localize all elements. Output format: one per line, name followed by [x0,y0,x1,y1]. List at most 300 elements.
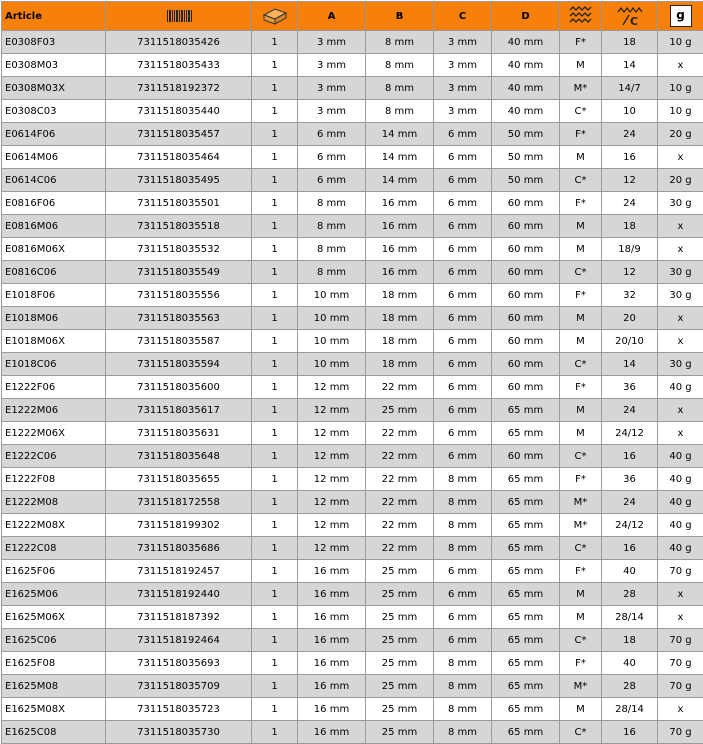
cell-a: 10 mm [298,307,366,330]
cell-weight: 70 g [658,652,703,675]
cell-weight: x [658,422,703,445]
cell-c: 6 mm [434,284,492,307]
cell-d: 65 mm [492,560,560,583]
svg-text:C: C [629,15,638,27]
cell-ean: 7311518035501 [106,192,252,215]
cell-d: 50 mm [492,146,560,169]
cell-article: E1625M06 [2,583,106,606]
cell-d: 60 mm [492,376,560,399]
cell-pitch: 28/14 [602,606,658,629]
cell-b: 22 mm [366,422,434,445]
cell-article: E1018M06 [2,307,106,330]
cell-d: 65 mm [492,698,560,721]
cell-b: 25 mm [366,629,434,652]
table-row[interactable] [2,399,703,422]
cell-weight: x [658,307,703,330]
cell-a: 12 mm [298,399,366,422]
cell-ean: 7311518035495 [106,169,252,192]
cell-weight: x [658,146,703,169]
cell-ean: 7311518035587 [106,330,252,353]
cell-pitch: 10 [602,100,658,123]
cell-ean: 7311518035426 [106,31,252,54]
cell-weight: 40 g [658,514,703,537]
cell-ean: 7311518035563 [106,307,252,330]
cell-ean: 7311518035730 [106,721,252,744]
cell-a: 10 mm [298,353,366,376]
cell-weight: 30 g [658,192,703,215]
cell-quantity: 1 [252,422,298,445]
cell-c: 8 mm [434,514,492,537]
cell-c: 6 mm [434,261,492,284]
cell-tooth-pattern: M* [560,675,602,698]
cell-tooth-pattern: M [560,606,602,629]
cell-ean: 7311518192464 [106,629,252,652]
cell-weight: 40 g [658,376,703,399]
cell-c: 3 mm [434,77,492,100]
cell-d: 60 mm [492,261,560,284]
table-row[interactable] [2,560,703,583]
cell-pitch: 18 [602,629,658,652]
cell-ean: 7311518172558 [106,491,252,514]
table-row[interactable] [2,123,703,146]
cell-quantity: 1 [252,192,298,215]
cell-quantity: 1 [252,261,298,284]
cell-a: 16 mm [298,698,366,721]
cell-b: 14 mm [366,169,434,192]
cell-quantity: 1 [252,307,298,330]
cell-b: 25 mm [366,606,434,629]
cell-c: 8 mm [434,698,492,721]
cell-article: E1222F06 [2,376,106,399]
cell-c: 3 mm [434,100,492,123]
table-row[interactable] [2,54,703,77]
cell-b: 18 mm [366,353,434,376]
cell-weight: x [658,330,703,353]
cell-a: 3 mm [298,31,366,54]
table-row[interactable] [2,261,703,284]
table-row[interactable] [2,422,703,445]
cell-pitch: 24/12 [602,422,658,445]
cell-pitch: 28 [602,583,658,606]
table-row[interactable] [2,629,703,652]
header-tooth-pattern[interactable] [560,2,602,31]
cell-a: 3 mm [298,54,366,77]
cell-pitch: 20 [602,307,658,330]
cell-weight: 30 g [658,353,703,376]
cell-c: 6 mm [434,123,492,146]
cell-ean: 7311518192372 [106,77,252,100]
table-row[interactable] [2,675,703,698]
table-row[interactable] [2,721,703,744]
cell-article: E0816F06 [2,192,106,215]
cell-article: E1625M08 [2,675,106,698]
cell-weight: x [658,238,703,261]
package-quantity-icon [261,6,289,26]
cell-quantity: 1 [252,100,298,123]
table-row[interactable] [2,146,703,169]
table-row[interactable] [2,606,703,629]
cell-c: 6 mm [434,192,492,215]
cell-c: 6 mm [434,215,492,238]
cell-article: E1625C06 [2,629,106,652]
cell-tooth-pattern: C* [560,629,602,652]
cell-tooth-pattern: F* [560,560,602,583]
cell-weight: x [658,215,703,238]
header-d[interactable]: D [492,2,560,31]
cell-quantity: 1 [252,146,298,169]
cell-ean: 7311518199302 [106,514,252,537]
cell-ean: 7311518187392 [106,606,252,629]
cell-ean: 7311518035648 [106,445,252,468]
cell-b: 22 mm [366,376,434,399]
cell-tooth-pattern: M* [560,491,602,514]
cell-weight: 70 g [658,629,703,652]
cell-c: 3 mm [434,54,492,77]
table-row[interactable] [2,330,703,353]
cell-tooth-pattern: M [560,307,602,330]
cell-d: 60 mm [492,353,560,376]
cell-d: 65 mm [492,675,560,698]
cell-b: 8 mm [366,31,434,54]
cell-tooth-pattern: M [560,54,602,77]
cell-weight: x [658,54,703,77]
cell-article: E0614M06 [2,146,106,169]
cell-pitch: 24 [602,123,658,146]
table-row[interactable] [2,215,703,238]
cell-tooth-pattern: C* [560,445,602,468]
cell-quantity: 1 [252,54,298,77]
cell-d: 65 mm [492,399,560,422]
cell-article: E0308F03 [2,31,106,54]
header-c[interactable]: C [434,2,492,31]
cell-article: E1625M06X [2,606,106,629]
cell-b: 25 mm [366,652,434,675]
cell-d: 40 mm [492,100,560,123]
cell-b: 25 mm [366,399,434,422]
cell-a: 8 mm [298,238,366,261]
table-row[interactable] [2,238,703,261]
header-b[interactable]: B [366,2,434,31]
table-row[interactable] [2,514,703,537]
cell-c: 6 mm [434,330,492,353]
cell-c: 6 mm [434,353,492,376]
cell-c: 6 mm [434,169,492,192]
table-row[interactable] [2,445,703,468]
cell-weight: x [658,698,703,721]
cell-d: 50 mm [492,123,560,146]
cell-weight: 30 g [658,284,703,307]
cell-d: 65 mm [492,606,560,629]
cell-a: 6 mm [298,146,366,169]
cell-ean: 7311518035631 [106,422,252,445]
cell-c: 6 mm [434,307,492,330]
cell-b: 25 mm [366,675,434,698]
table-row[interactable] [2,583,703,606]
cell-quantity: 1 [252,629,298,652]
cell-article: E1222C08 [2,537,106,560]
cell-b: 18 mm [366,307,434,330]
cell-quantity: 1 [252,330,298,353]
cell-quantity: 1 [252,376,298,399]
cell-c: 6 mm [434,606,492,629]
cell-tooth-pattern: F* [560,468,602,491]
cell-article: E1625F06 [2,560,106,583]
cell-c: 6 mm [434,376,492,399]
cell-weight: 10 g [658,100,703,123]
cell-weight: 20 g [658,169,703,192]
cell-weight: 40 g [658,537,703,560]
cell-d: 60 mm [492,284,560,307]
cell-d: 60 mm [492,307,560,330]
header-weight[interactable] [658,2,703,31]
cell-a: 12 mm [298,514,366,537]
cell-d: 60 mm [492,215,560,238]
table-row[interactable] [2,652,703,675]
table-body [2,31,703,744]
cell-b: 16 mm [366,215,434,238]
cell-d: 60 mm [492,238,560,261]
table-row[interactable] [2,284,703,307]
cell-a: 3 mm [298,77,366,100]
table-row[interactable] [2,376,703,399]
cell-d: 60 mm [492,330,560,353]
cell-article: E1222M06X [2,422,106,445]
cell-article: E0816M06 [2,215,106,238]
cell-ean: 7311518035709 [106,675,252,698]
cell-b: 8 mm [366,54,434,77]
cell-quantity: 1 [252,652,298,675]
cell-quantity: 1 [252,31,298,54]
cell-tooth-pattern: M [560,422,602,445]
cell-b: 25 mm [366,560,434,583]
cell-article: E0308M03 [2,54,106,77]
cell-b: 22 mm [366,468,434,491]
cell-ean: 7311518035433 [106,54,252,77]
header-pitch[interactable] [602,2,658,31]
cell-c: 3 mm [434,31,492,54]
cell-tooth-pattern: M [560,238,602,261]
cell-weight: 40 g [658,491,703,514]
cell-c: 6 mm [434,238,492,261]
cell-d: 65 mm [492,468,560,491]
cell-ean: 7311518035532 [106,238,252,261]
cell-a: 6 mm [298,123,366,146]
cell-weight: 10 g [658,31,703,54]
cell-d: 65 mm [492,629,560,652]
cell-b: 18 mm [366,330,434,353]
cell-a: 16 mm [298,629,366,652]
header-a[interactable]: A [298,2,366,31]
cell-b: 8 mm [366,77,434,100]
cell-pitch: 20/10 [602,330,658,353]
cell-pitch: 40 [602,560,658,583]
cell-ean: 7311518035600 [106,376,252,399]
cell-tooth-pattern: C* [560,721,602,744]
cell-pitch: 16 [602,445,658,468]
cell-tooth-pattern: C* [560,353,602,376]
cell-a: 6 mm [298,169,366,192]
table-row[interactable] [2,307,703,330]
cell-pitch: 14/7 [602,77,658,100]
cell-a: 8 mm [298,215,366,238]
cell-tooth-pattern: F* [560,652,602,675]
cell-d: 65 mm [492,422,560,445]
cell-b: 14 mm [366,146,434,169]
cell-weight: 70 g [658,675,703,698]
cell-weight: 70 g [658,560,703,583]
cell-tooth-pattern: F* [560,31,602,54]
cell-ean: 7311518192457 [106,560,252,583]
cell-d: 65 mm [492,514,560,537]
cell-c: 6 mm [434,629,492,652]
cell-a: 8 mm [298,261,366,284]
cell-article: E1625F08 [2,652,106,675]
table-row[interactable] [2,100,703,123]
cell-ean: 7311518035549 [106,261,252,284]
cell-pitch: 16 [602,721,658,744]
table-row[interactable] [2,353,703,376]
cell-pitch: 28/14 [602,698,658,721]
cell-a: 10 mm [298,284,366,307]
cell-d: 65 mm [492,537,560,560]
cell-article: E1625M08X [2,698,106,721]
cell-pitch: 14 [602,54,658,77]
cell-tooth-pattern: M* [560,77,602,100]
tooth-pattern-icon [569,5,593,27]
table-row[interactable] [2,537,703,560]
cell-a: 12 mm [298,445,366,468]
cell-b: 25 mm [366,583,434,606]
cell-b: 22 mm [366,445,434,468]
barcode-icon [166,9,192,23]
cell-c: 6 mm [434,560,492,583]
cell-a: 12 mm [298,422,366,445]
cell-a: 3 mm [298,100,366,123]
cell-article: E0614F06 [2,123,106,146]
cell-ean: 7311518035594 [106,353,252,376]
cell-a: 16 mm [298,652,366,675]
table-row[interactable] [2,491,703,514]
cell-pitch: 18 [602,215,658,238]
cell-pitch: 24 [602,192,658,215]
cell-pitch: 36 [602,376,658,399]
cell-d: 65 mm [492,491,560,514]
cell-ean: 7311518035723 [106,698,252,721]
cell-b: 14 mm [366,123,434,146]
cell-d: 65 mm [492,721,560,744]
cell-article: E1018F06 [2,284,106,307]
cell-quantity: 1 [252,215,298,238]
cell-tooth-pattern: C* [560,169,602,192]
cell-quantity: 1 [252,698,298,721]
cell-b: 8 mm [366,100,434,123]
cell-pitch: 40 [602,652,658,675]
cell-a: 16 mm [298,606,366,629]
cell-pitch: 16 [602,146,658,169]
product-spec-table [1,1,703,744]
cell-d: 40 mm [492,31,560,54]
cell-b: 16 mm [366,238,434,261]
cell-ean: 7311518035440 [106,100,252,123]
cell-c: 8 mm [434,675,492,698]
cell-c: 6 mm [434,146,492,169]
cell-ean: 7311518035464 [106,146,252,169]
cell-pitch: 24 [602,491,658,514]
cell-tooth-pattern: F* [560,192,602,215]
weight-icon: g [670,5,692,27]
cell-quantity: 1 [252,284,298,307]
cell-pitch: 24 [602,399,658,422]
cell-tooth-pattern: M* [560,514,602,537]
cell-ean: 7311518192440 [106,583,252,606]
cell-article: E0816C06 [2,261,106,284]
cell-pitch: 12 [602,169,658,192]
cell-quantity: 1 [252,77,298,100]
cell-c: 6 mm [434,399,492,422]
cell-c: 8 mm [434,652,492,675]
cell-weight: x [658,399,703,422]
cell-pitch: 36 [602,468,658,491]
cell-b: 25 mm [366,721,434,744]
table-row[interactable] [2,31,703,54]
cell-quantity: 1 [252,583,298,606]
header-quantity[interactable] [252,2,298,31]
cell-tooth-pattern: F* [560,284,602,307]
cell-ean: 7311518035457 [106,123,252,146]
cell-article: E1222C06 [2,445,106,468]
cell-weight: x [658,606,703,629]
cell-ean: 7311518035518 [106,215,252,238]
cell-pitch: 18 [602,31,658,54]
header-article[interactable]: Article [2,2,106,31]
cell-a: 16 mm [298,721,366,744]
cell-quantity: 1 [252,721,298,744]
cell-a: 12 mm [298,468,366,491]
cell-article: E1222M08 [2,491,106,514]
table-row[interactable] [2,698,703,721]
cell-pitch: 28 [602,675,658,698]
cell-weight: 30 g [658,261,703,284]
table-row[interactable] [2,192,703,215]
cell-tooth-pattern: M [560,698,602,721]
table-row[interactable] [2,77,703,100]
cell-b: 22 mm [366,491,434,514]
cell-tooth-pattern: M [560,146,602,169]
cell-d: 65 mm [492,652,560,675]
cell-c: 6 mm [434,445,492,468]
cell-article: E1018C06 [2,353,106,376]
cell-pitch: 12 [602,261,658,284]
cell-article: E1222F08 [2,468,106,491]
table-row[interactable] [2,169,703,192]
cell-b: 25 mm [366,698,434,721]
cell-d: 40 mm [492,54,560,77]
cell-pitch: 16 [602,537,658,560]
table-row[interactable] [2,468,703,491]
cell-quantity: 1 [252,353,298,376]
cell-d: 40 mm [492,77,560,100]
cell-quantity: 1 [252,468,298,491]
cell-weight: 70 g [658,721,703,744]
cell-tooth-pattern: C* [560,100,602,123]
cell-tooth-pattern: C* [560,537,602,560]
cell-article: E1018M06X [2,330,106,353]
cell-quantity: 1 [252,123,298,146]
cell-a: 12 mm [298,376,366,399]
pitch-icon [616,5,644,27]
cell-weight: 40 g [658,445,703,468]
header-ean[interactable] [106,2,252,31]
